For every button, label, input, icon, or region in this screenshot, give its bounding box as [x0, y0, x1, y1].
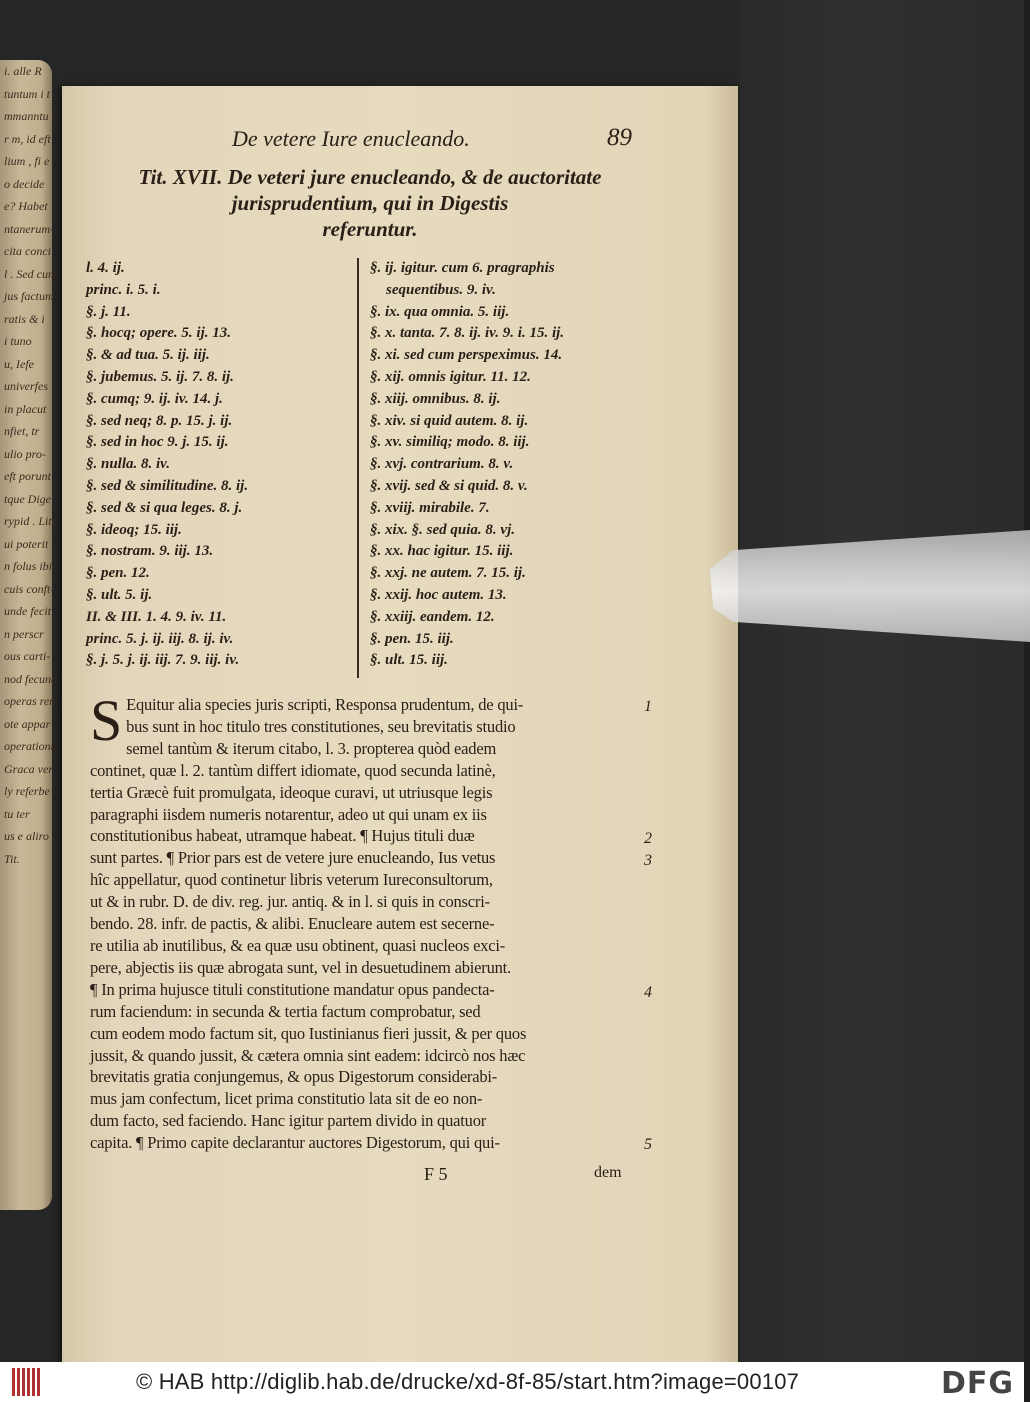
- title-line: Tit. XVII. De veteri jure enucleando, & de auctoritate: [138, 165, 602, 189]
- index-entry: §. j. 11.: [86, 303, 131, 320]
- signature-mark: F 5: [424, 1164, 448, 1184]
- text-line: continet, quæ l. 2. tantùm differt idiomate, quod secunda latinè,: [90, 760, 496, 780]
- text-line: bus sunt in hoc titulo tres constitutiones, seu brevitatis studio: [126, 716, 516, 736]
- fragment-line: e? Habet: [4, 199, 48, 213]
- dfg-logo: DFG: [940, 1366, 1014, 1401]
- index-entry: §. xxiij. eandem. 12.: [370, 608, 495, 625]
- text-line: sunt partes. ¶ Prior pars est de vetere jure enucleando, Ius vetus: [90, 848, 496, 868]
- column-divider: [357, 258, 359, 678]
- fragment-line: i. alle R: [4, 64, 42, 78]
- text-line: tertia Græcè fuit promulgata, ideoque curavi, ut utriusque legis: [90, 782, 493, 802]
- text-line: constitutionibus habeat, utramque habeat. ¶ Hujus tituli duæ: [90, 826, 475, 846]
- index-entry: l. 4. ij.: [86, 260, 125, 276]
- index-entry: §. xv. similiq; modo. 8. iij.: [370, 434, 530, 451]
- running-title: De vetere Iure enucleando.: [232, 126, 470, 151]
- index-entry: §. ix. qua omnia. 5. iij.: [370, 303, 510, 320]
- margin-number: 1: [644, 698, 652, 715]
- chapter-title: [90, 164, 650, 242]
- text-line: semel tantùm & iterum citabo, l. 3. propterea quòd eadem: [126, 738, 497, 758]
- fragment-line: n folus ibi-: [4, 559, 57, 573]
- index-entry: §. xx. hac igitur. 15. iij.: [370, 543, 514, 560]
- index-entry: §. xix. §. sed quia. 8. vj.: [370, 521, 515, 538]
- index-entry: §. j. 5. j. ij. iij. 7. 9. iij. iv.: [86, 652, 240, 669]
- title-line: jurisprudentium, qui in Digestis: [231, 191, 509, 215]
- index-entry: §. xi. sed cum perspeximus. 14.: [370, 347, 563, 364]
- index-entry: §. xviij. mirabile. 7.: [370, 499, 490, 516]
- index-entry: §. xiv. si quid autem. 8. ij.: [370, 412, 529, 429]
- fragment-line: eft porunt: [4, 469, 51, 483]
- scanner-background: [740, 0, 1024, 1362]
- commentary-text: [90, 688, 650, 1154]
- fragment-line: ous carti-: [4, 649, 51, 663]
- fragment-line: u, Iefe: [4, 356, 34, 371]
- copyright-link[interactable]: © HAB http://diglib.hab.de/drucke/xd-8f-85/start.htm?image=00107: [136, 1369, 800, 1394]
- fragment-line: univerfes: [4, 379, 48, 393]
- margin-number: 5: [644, 1136, 652, 1153]
- fragment-line: tque Dige: [4, 491, 51, 506]
- margin-number: 3: [644, 852, 652, 869]
- text-line: capita. ¶ Primo capite declarantur auctores Digestorum, qui qui-: [90, 1133, 500, 1153]
- fragment-line: tuntum i t: [4, 86, 51, 101]
- index-entry: §. pen. 15. iij.: [370, 630, 454, 647]
- fragment-line: us e aliro: [4, 829, 49, 843]
- index-entry: §. sed neq; 8. p. 15. j. ij.: [86, 412, 233, 429]
- index-entry: §. xij. omnis igitur. 11. 12.: [370, 368, 531, 385]
- index-entry: §. xvj. contrarium. 8. v.: [370, 456, 514, 473]
- fragment-line: l . Sed cum: [4, 266, 57, 281]
- fragment-line: ntanerum-: [4, 221, 54, 236]
- fragment-line: tu ter: [4, 806, 30, 821]
- text-line: cum eodem modo factum sit, quo Iustinianus fieri jussit, & per quos: [90, 1023, 527, 1043]
- index-entry: §. xxij. hoc autem. 13.: [370, 586, 507, 603]
- book-page: [62, 86, 738, 1362]
- index-entry: §. sed & similitudine. 8. ij.: [86, 477, 249, 494]
- text-line: jussit, & quando jussit, & cætera omnia sint eadem: idcircò nos hæc: [90, 1045, 526, 1065]
- text-line: rum faciendum: in secunda & tertia factum comprobatur, sed: [90, 1001, 481, 1021]
- fragment-line: cuis conft-: [4, 581, 55, 596]
- text-line: pere, abjectis iis quæ abrogata sunt, vel in desuetudinem abierunt.: [90, 957, 511, 977]
- index-entry: §. nulla. 8. iv.: [86, 456, 171, 473]
- index-entry: §. sed in hoc 9. j. 15. ij.: [86, 434, 229, 451]
- text-line: re utilia ab inutilibus, & ea quæ usu obtinent, quasi nucleos exci-: [90, 935, 506, 955]
- margin-number: 2: [644, 830, 652, 847]
- page-number: 89: [607, 124, 632, 151]
- fragment-line: cita conci: [4, 244, 51, 258]
- title-line: referuntur.: [322, 217, 418, 241]
- text-line: hîc appellatur, quod continetur libris veterum Iureconsultorum,: [90, 870, 493, 890]
- index-entry: §. & ad tua. 5. ij. iij.: [86, 347, 210, 364]
- fragment-line: nod fecund: [4, 671, 57, 686]
- fragment-line: r m, id eft: [4, 131, 51, 146]
- margin-number: 4: [644, 984, 652, 1001]
- text-line: dum facto, sed faciendo. Hanc igitur partem divido in quatuor: [90, 1111, 487, 1131]
- fragment-line: unde fecit: [4, 604, 51, 618]
- index-entry: II. & III. 1. 4. 9. iv. 11.: [86, 608, 227, 625]
- index-entry: §. xvij. sed & si quid. 8. v.: [370, 477, 528, 494]
- fragment-line: ote appar: [4, 716, 51, 731]
- index-entry: princ. i. 5. i.: [86, 281, 161, 298]
- fragment-line: operas rem: [4, 694, 58, 708]
- index-entry: §. cumq; 9. ij. iv. 14. j.: [86, 390, 223, 407]
- index-entry: §. ult. 15. iij.: [370, 652, 448, 669]
- fragment-line: ly referbe: [4, 784, 50, 798]
- fragment-line: nfiet, tr: [4, 424, 40, 438]
- index-entry: §. sed & si qua leges. 8. j.: [86, 499, 243, 516]
- footer-bar: [0, 1362, 1024, 1402]
- fragment-line: lium , fi e: [4, 154, 50, 168]
- fragment-line: ui poterit: [4, 536, 49, 551]
- index-entry: §. hocq; opere. 5. ij. 13.: [86, 325, 231, 342]
- text-line: Equitur alia species juris scripti, Responsa prudentum, de qui-: [126, 695, 524, 714]
- index-entry: §. ideoq; 15. iij.: [86, 521, 182, 538]
- index-entry: §. xiij. omnibus. 8. ij.: [370, 390, 501, 407]
- index-entry: princ. 5. j. ij. iij. 8. ij. iv.: [86, 630, 234, 647]
- text-line: ¶ In prima hujusce tituli constitutione mandatur opus pandecta-: [90, 979, 495, 999]
- index-entry: §. ij. igitur. cum 6. pragraphis: [370, 260, 555, 276]
- index-entry: §. ult. 5. ij.: [86, 586, 153, 603]
- fragment-line: mmanntu c: [4, 109, 57, 123]
- text-line: brevitatis gratia conjungemus, & opus Digestorum considerabi-: [90, 1067, 498, 1087]
- index-entry: §. xxj. ne autem. 7. 15. ij.: [370, 565, 526, 582]
- fragment-line: in placut: [4, 401, 47, 416]
- text-line: paragraphi iisdem numeris notarentur, adeo ut qui unam ex iis: [90, 804, 487, 824]
- fragment-line: o decide: [4, 176, 45, 191]
- hab-logo-icon: [12, 1368, 46, 1396]
- fragment-line: operationu: [4, 739, 57, 753]
- fragment-line: n perscr: [4, 626, 44, 641]
- reference-index-right: [370, 258, 680, 672]
- reference-index-left: [86, 258, 346, 672]
- text-line: bendo. 28. infr. de pactis, & alibi. Enucleare autem est secerne-: [90, 914, 495, 934]
- index-entry: §. x. tanta. 7. 8. ij. iv. 9. i. 15. ij.: [370, 325, 565, 342]
- fragment-line: ulio pro-: [4, 446, 46, 461]
- adjacent-page-edge: [0, 60, 58, 1210]
- fragment-line: rypid . Lite: [4, 514, 57, 528]
- catchword: dem: [594, 1164, 622, 1181]
- fragment-line: Graca ver: [4, 761, 53, 776]
- fragment-line: Tit.: [4, 851, 20, 866]
- fragment-line: jus factum: [4, 289, 54, 303]
- index-entry: §. pen. 12.: [86, 565, 150, 582]
- text-line: ut & in rubr. D. de div. reg. jur. antiq. & in l. si quis in conscri-: [90, 892, 490, 912]
- drop-cap: S: [90, 688, 123, 753]
- fragment-line: ratis & i: [4, 311, 45, 326]
- index-entry: sequentibus. 9. iv.: [386, 281, 496, 298]
- index-entry: §. jubemus. 5. ij. 7. 8. ij.: [86, 368, 234, 385]
- index-entry: §. nostram. 9. iij. 13.: [86, 543, 214, 560]
- text-line: mus jam confectum, licet prima constitutio lata sit de eo non-: [90, 1089, 483, 1109]
- fragment-line: i tuno: [4, 334, 32, 348]
